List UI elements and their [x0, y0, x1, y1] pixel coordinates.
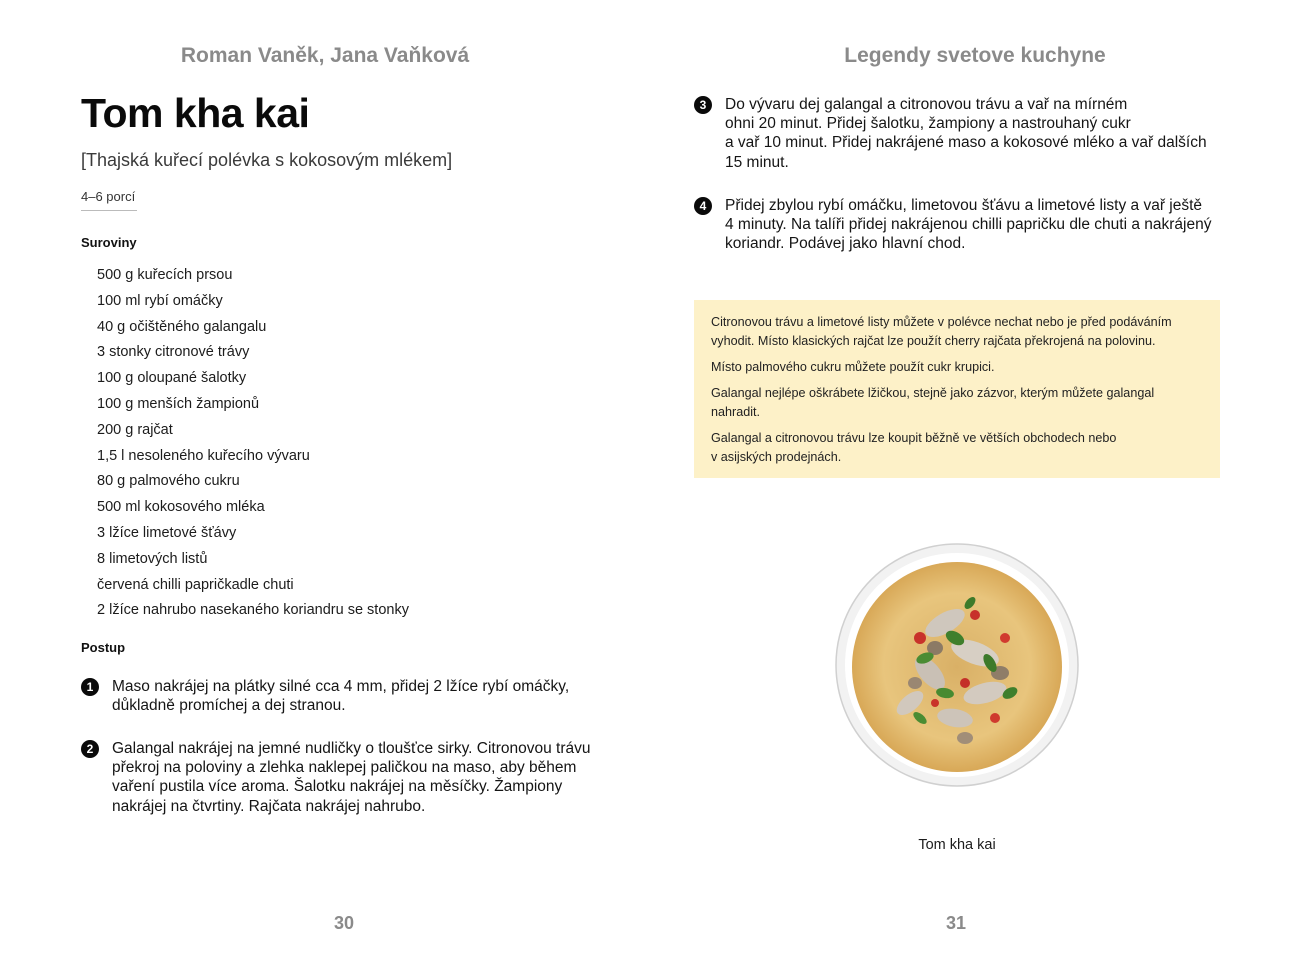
step-text-line: 4 minuty. Na talíři přidej nakrájenou chilli papričku dle chuti a nakrájený	[725, 216, 1212, 234]
step-text	[725, 95, 1207, 172]
step-text-line: Do vývaru dej galangal a citronovou trávu a vař na mírném	[725, 96, 1128, 113]
step-text-line: ohni 20 minut. Přidej šalotku, žampiony a nastrouhaný cukr	[725, 115, 1131, 133]
ingredient-item: 500 g kuřecích prsou	[97, 267, 233, 283]
tip-line: Citronovou trávu a limetové listy můžete v polévce nechat nebo je před podáváním	[711, 315, 1172, 329]
right-page	[650, 0, 1300, 975]
step-text-line: důkladně promíchej a dej stranou.	[112, 697, 346, 715]
tip-line: v asijských prodejnách.	[711, 450, 842, 464]
method-step-1	[81, 677, 621, 715]
tip-paragraph	[711, 429, 1203, 467]
step-number-badge: 4	[694, 197, 712, 215]
tip-line: Galangal nejlépe oškrábete lžičkou, stejně jako zázvor, kterým můžete galangal	[711, 386, 1155, 400]
soup-bowl-illustration	[835, 543, 1079, 787]
step-number-badge: 1	[81, 678, 99, 696]
ingredient-item: červená chilli papričkadle chuti	[97, 576, 294, 593]
ingredient-item: 3 stonky citronové trávy	[97, 344, 250, 361]
step-text-line: Maso nakrájej na plátky silné cca 4 mm, přidej 2 lžíce rybí omáčky,	[112, 678, 570, 695]
step-text-line: koriandr. Podávej jako hlavní chod.	[725, 235, 966, 253]
running-head-authors: Roman Vaněk, Jana Vaňková	[180, 44, 470, 67]
ingredient-item: 200 g rajčat	[97, 421, 173, 438]
step-text-line: překroj na poloviny a zlehka naklepej paličkou na maso, aby během	[112, 759, 577, 777]
step-text-line: Galangal nakrájej na jemné nudličky o tloušťce sirky. Citronovou trávu	[112, 740, 591, 757]
tip-line: Galangal a citronovou trávu lze koupit běžně ve větších obchodech nebo	[711, 431, 1117, 445]
tip-paragraph	[711, 358, 1203, 377]
tip-line: Místo palmového cukru můžete použít cukr krupici.	[711, 360, 995, 374]
method-step-2	[81, 739, 621, 816]
tip-line: vyhodit. Místo klasických rajčat lze použít cherry rajčata překrojená na polovinu.	[711, 334, 1156, 348]
ingredient-item: 80 g palmového cukru	[97, 473, 240, 490]
running-head-book-title: Legendy svetove kuchyne	[844, 44, 1106, 67]
page-number-left: 30	[333, 913, 355, 933]
photo-caption: Tom kha kai	[918, 837, 996, 853]
recipe-subtitle: [Thajská kuřecí polévka s kokosovým mlékem]	[81, 150, 453, 170]
ingredients-list	[97, 265, 409, 626]
step-text	[112, 677, 569, 715]
method-step-3	[694, 95, 1254, 172]
ingredient-item: 100 g menších žampionů	[97, 395, 260, 412]
page-number-right: 31	[945, 913, 967, 933]
step-number-badge: 2	[81, 740, 99, 758]
portions-label: 4–6 porcí	[81, 189, 137, 211]
step-text-line: 15 minut.	[725, 153, 789, 171]
method-heading: Postup	[81, 640, 126, 655]
step-text-line: nakrájej na čtvrtiny. Rajčata nakrájej nahrubo.	[112, 797, 426, 815]
ingredient-item: 2 lžíce nahrubo nasekaného koriandru se stonky	[97, 602, 409, 619]
step-text-line: vaření pustila více aroma. Šalotku nakrájej na měsíčky. Žampiony	[112, 778, 563, 796]
step-text-line: Přidej zbylou rybí omáčku, limetovou šťávu a limetové listy a vař ještě	[725, 197, 1203, 214]
recipe-title: Tom kha kai	[81, 90, 310, 136]
ingredient-item: 100 ml rybí omáčky	[97, 292, 223, 309]
ingredient-item: 1,5 l nesoleného kuřecího vývaru	[97, 447, 310, 464]
tip-paragraph	[711, 313, 1203, 351]
tip-line: nahradit.	[711, 405, 761, 419]
tip-paragraph	[711, 384, 1203, 422]
ingredient-item: 8 limetových listů	[97, 550, 208, 567]
ingredient-item: 500 ml kokosového mléka	[97, 499, 265, 516]
ingredient-item: 100 g oloupané šalotky	[97, 370, 247, 387]
soup-photo	[835, 543, 1079, 787]
step-text	[112, 739, 591, 816]
step-text-line: a vař 10 minut. Přidej nakrájené maso a kokosové mléko a vař dalších	[725, 134, 1207, 152]
step-number-badge: 3	[694, 96, 712, 114]
method-step-4	[694, 196, 1254, 254]
step-text	[725, 196, 1212, 254]
tips-box	[694, 300, 1220, 478]
ingredient-item: 3 lžíce limetové šťávy	[97, 524, 237, 541]
ingredients-heading: Suroviny	[81, 235, 137, 250]
ingredient-item: 40 g očištěného galangalu	[97, 318, 267, 335]
